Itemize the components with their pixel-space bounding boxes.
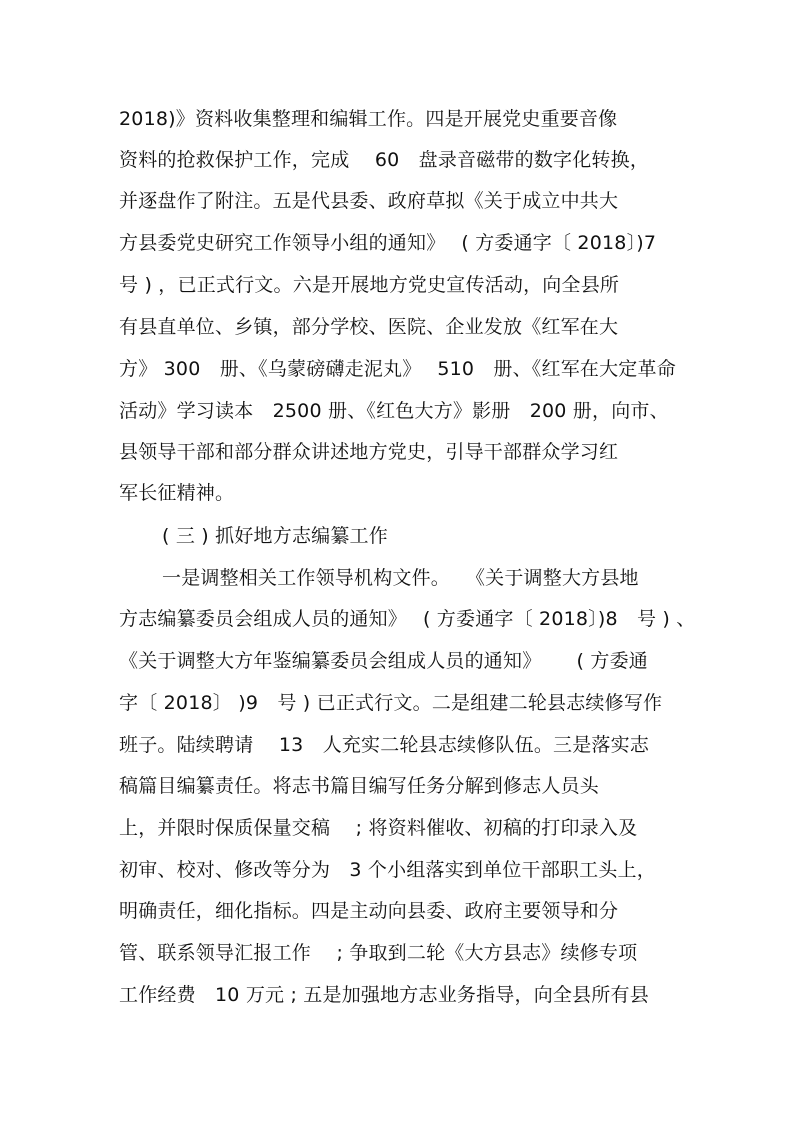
text-line: 方县委党史研究工作领导小组的通知》 ( 方委通字〔 2018〕)7 (119, 232, 657, 254)
text-line: 2018)》资料收集整理和编辑工作。四是开展党史重要音像 (119, 108, 618, 130)
text-line: 班子。陆续聘请 13 人充实二轮县志续修队伍。三是落实志 (119, 734, 650, 756)
text-line: 明确责任，细化指标。四是主动向县委、政府主要领导和分 (119, 900, 619, 922)
text-line: 资料的抢救保护工作，完成 60 盘录音磁带的数字化转换， (119, 149, 650, 171)
section-heading: ( 三 ) 抓好地方志编纂工作 (162, 525, 388, 547)
text-line: 管、联系领导汇报工作 ; 争取到二轮《大方县志》续修专项 (119, 942, 638, 964)
text-line: 军长征精神。 (119, 482, 235, 504)
text-line: 工作经费 10 万元 ; 五是加强地方志业务指导，向全县所有县 (119, 984, 649, 1006)
text-line: 县领导干部和部分群众讲述地方党史，引导干部群众学习红 (119, 441, 619, 463)
paragraph-first-line: 一是调整相关工作领导机构文件。 《关于调整大方县地 (162, 567, 639, 589)
text-line: 号 ) ，已正式行文。六是开展地方党史宣传活动，向全县所 (119, 274, 620, 296)
text-line: 并逐盘作了附注。五是代县委、政府草拟《关于成立中共大 (119, 190, 619, 212)
text-line: 字〔 2018〕 )9 号 ) 已正式行文。二是组建二轮县志续修写作 (119, 692, 663, 714)
text-line: 方》 300 册、《乌蒙磅礴走泥丸》 510 册、《红军在大定革命 (119, 358, 676, 380)
text-line: 《关于调整大方年鉴编纂委员会组成人员的通知》 ( 方委通 (119, 650, 648, 672)
text-line: 上，并限时保质保量交稿 ; 将资料催收、初稿的打印录入及 (119, 817, 638, 839)
text-line: 活动》学习读本 2500 册、《红色大方》影册 200 册，向市、 (119, 400, 669, 422)
text-line: 稿篇目编纂责任。将志书篇目编写任务分解到修志人员头 (119, 775, 600, 797)
text-line: 方志编纂委员会组成人员的通知》 ( 方委通字〔 2018〕)8 号 ) 、 (119, 608, 696, 630)
text-line: 有县直单位、乡镇，部分学校、医院、企业发放《红军在大 (119, 316, 619, 338)
text-line: 初审、校对、修改等分为 3 个小组落实到单位干部职工头上， (119, 859, 656, 881)
